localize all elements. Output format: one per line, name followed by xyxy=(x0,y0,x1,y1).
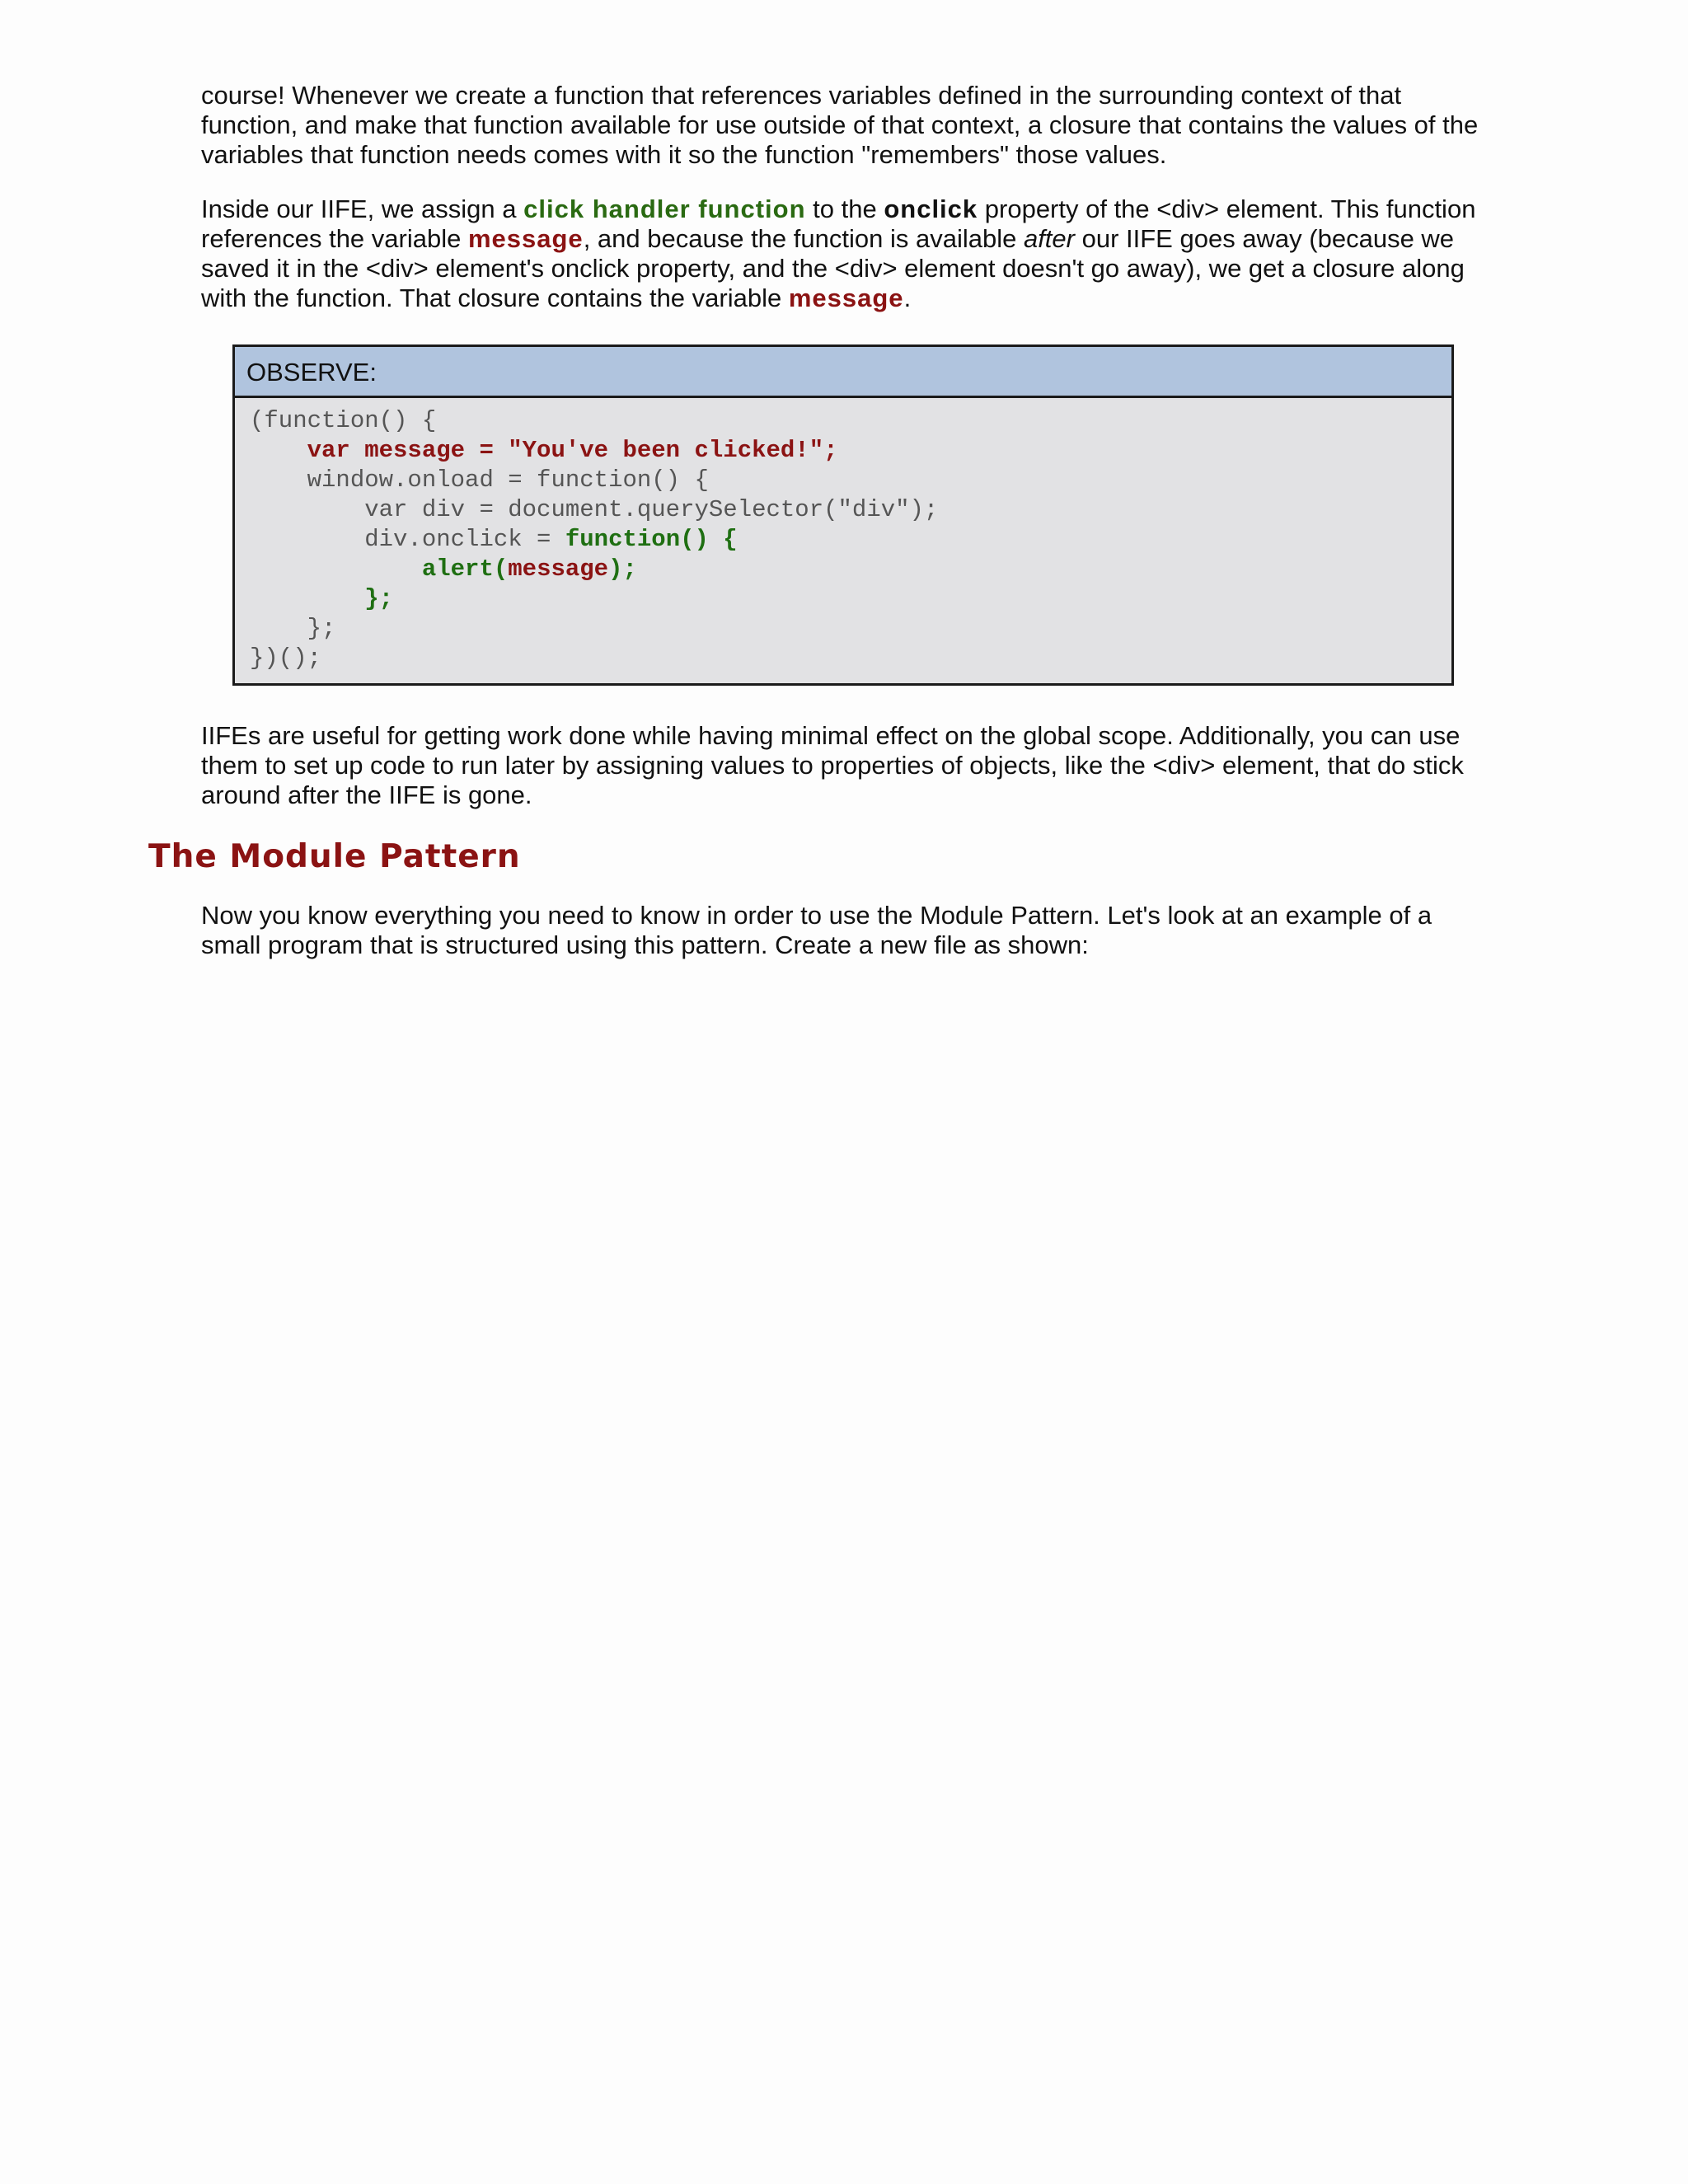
code-line-highlight: }; xyxy=(250,585,394,612)
p2-text-4: , and because the function is available xyxy=(583,224,1024,253)
code-line xyxy=(250,555,1451,584)
closure-paragraph: course! Whenever we create a function that references variables defined in the surrounding context of that function, and make that function available for use outside of that context, a closure that contains the values of the variables that function needs comes with it so the function "remembers" those values. xyxy=(201,81,1479,169)
code-segment-highlight: alert( xyxy=(250,555,509,583)
observe-code-box xyxy=(232,344,1454,686)
code-line: }; xyxy=(250,615,336,642)
click-handler-term: click handler function xyxy=(523,194,806,223)
code-line: (function() { xyxy=(250,407,437,434)
p2-text-5: our IIFE goes away (because we saved it in the <div> element's onclick property, and the <div> element doesn't go away), we get a closure along with the function. That closure contains the variable xyxy=(201,224,1465,312)
code-line xyxy=(250,525,1451,555)
code-segment: div.onclick = xyxy=(250,526,565,553)
message-term: message xyxy=(788,284,904,312)
code-block xyxy=(235,398,1451,673)
section-heading: The Module Pattern xyxy=(148,838,521,875)
p2-text-6: . xyxy=(903,284,912,312)
code-line: })(); xyxy=(250,644,322,672)
module-pattern-intro-paragraph: Now you know everything you need to know in order to use the Module Pattern. Let's look at an example of a small program that is structured using this pattern. Create a new file as shown: xyxy=(201,901,1432,959)
code-segment-highlight: message xyxy=(508,555,609,583)
p2-text-1: Inside our IIFE, we assign a xyxy=(201,194,524,223)
after-emphasis: after xyxy=(1023,224,1075,253)
code-line: var div = document.querySelector("div"); xyxy=(250,496,939,523)
click-handler-paragraph xyxy=(201,194,1487,313)
code-segment-highlight: ); xyxy=(608,555,637,583)
p2-text-3: property of the <div> element. This function references the variable xyxy=(201,194,1476,253)
onclick-term: onclick xyxy=(884,194,978,223)
message-term: message xyxy=(467,224,584,253)
code-line-highlight: var message = "You've been clicked!"; xyxy=(250,437,838,464)
p2-text-2: to the xyxy=(805,194,884,223)
observe-label: OBSERVE: xyxy=(235,347,1451,398)
code-line: window.onload = function() { xyxy=(250,466,709,494)
iife-usefulness-paragraph: IIFEs are useful for getting work done while having minimal effect on the global scope. Additionally, you can use them to set up code to run later by assigning values to properties of objects, like the <div> element, that do stick around after the IIFE is gone. xyxy=(201,721,1464,809)
code-segment-highlight: function() { xyxy=(565,526,738,553)
